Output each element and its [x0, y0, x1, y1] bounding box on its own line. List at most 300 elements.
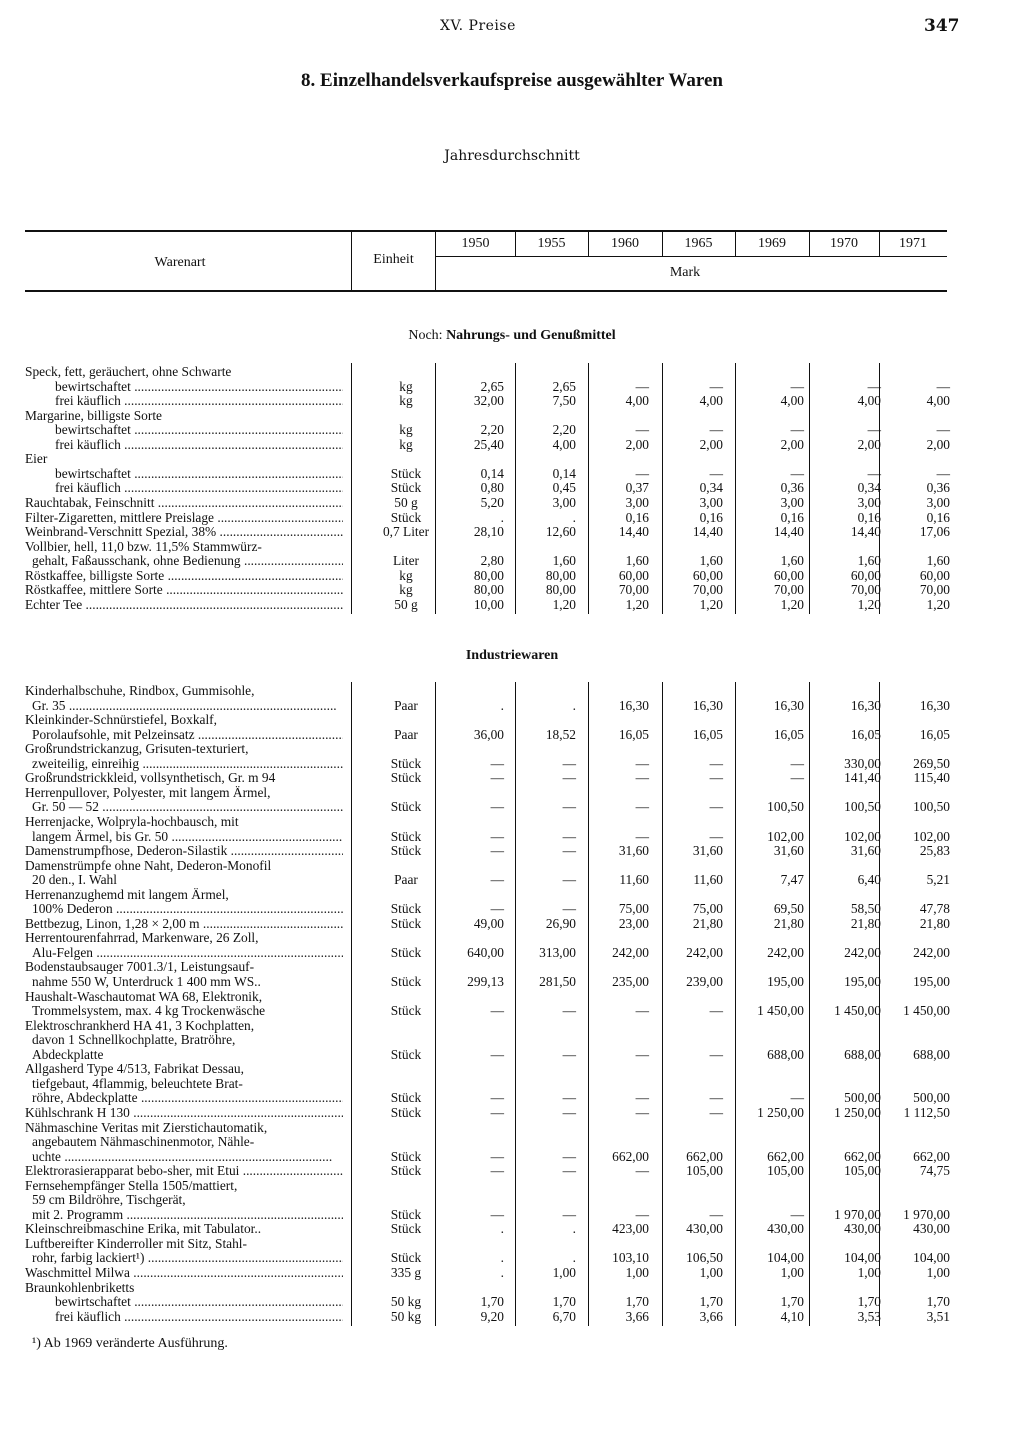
table-row	[0, 467, 1024, 482]
value-1970: 31,60	[850, 843, 881, 859]
row-unit: kg	[399, 436, 413, 452]
table-row	[0, 1251, 1024, 1266]
value-1970: 1,20	[857, 596, 881, 612]
table-title: 8. Einzelhandelsverkaufspreise ausgewählter Waren	[301, 70, 723, 91]
value-1969: —	[790, 1090, 804, 1106]
value-1950: —	[490, 770, 504, 786]
row-description: Herrenanzughemd mit langem Ärmel,	[25, 887, 229, 902]
value-1970: 21,80	[850, 915, 881, 931]
value-1969: 14,40	[773, 524, 804, 540]
value-1955: —	[562, 1163, 576, 1179]
value-1969: 1 250,00	[757, 1104, 804, 1120]
value-1950: 5,20	[480, 494, 504, 510]
value-1950: 9,20	[480, 1308, 504, 1324]
value-1969: 2,00	[780, 436, 804, 452]
value-1971: 16,30	[919, 697, 950, 713]
value-1955: 1,00	[552, 1265, 576, 1280]
value-1950: —	[490, 843, 504, 859]
value-1960: 11,60	[619, 872, 649, 888]
value-1970: 1,00	[857, 1265, 881, 1280]
value-1965: 430,00	[686, 1221, 723, 1237]
value-1970: 141,40	[844, 770, 881, 786]
row-unit: Stück	[390, 974, 422, 989]
row-description: Bodenstaubsauger 7001.3/1, Leistungsauf-	[25, 960, 255, 975]
value-1970: 16,05	[850, 726, 881, 742]
row-description: Porolaufsohle, mit Pelzeinsatz .....	[32, 728, 343, 743]
row-unit: Stück	[390, 1148, 422, 1164]
value-1965: 60,00	[692, 567, 723, 583]
row-description: Margarine, billigste Sorte	[25, 408, 162, 423]
header-bottom-rule	[25, 290, 947, 292]
value-1950: .	[500, 1250, 504, 1266]
row-description: röhre, Abdeckplatte .....	[32, 1091, 343, 1106]
value-1960: 4,00	[625, 393, 649, 409]
section-heading	[0, 328, 1024, 344]
row-description: Abdeckplatte	[32, 1047, 104, 1062]
running-title: XV. Preise	[440, 18, 516, 34]
table-row	[0, 1048, 1024, 1063]
row-description: Filter-Zigaretten, mittlere Preislage .....	[25, 511, 343, 526]
row-description: Nähmaschine Veritas mit Zierstichautomatik,	[25, 1120, 268, 1135]
row-description: 100% Dederon .....	[32, 902, 343, 917]
value-1965: —	[709, 828, 723, 844]
value-1969: 195,00	[767, 974, 804, 989]
value-1955: 1,20	[552, 596, 576, 612]
value-1969: 242,00	[767, 944, 804, 960]
value-1970: 2,00	[857, 436, 881, 452]
value-1950: —	[490, 1046, 504, 1062]
row-unit: kg	[399, 422, 413, 438]
value-1960: 1,20	[625, 596, 649, 612]
value-1971: 115,40	[913, 770, 950, 786]
table-row	[0, 713, 1024, 728]
value-1955: .	[572, 697, 576, 713]
value-1955: 80,00	[545, 567, 576, 583]
value-1971: 688,00	[913, 1046, 950, 1062]
value-1960: —	[635, 1163, 649, 1179]
table-row	[0, 1281, 1024, 1296]
year-header-1960: 1960	[611, 236, 639, 251]
value-1969: 16,30	[773, 697, 804, 713]
table-row	[0, 1033, 1024, 1048]
value-1970: 105,00	[844, 1163, 881, 1179]
row-unit: Stück	[390, 480, 422, 496]
row-description: 59 cm Bildröhre, Tischgerät,	[32, 1193, 186, 1208]
value-1969: 4,10	[780, 1308, 804, 1324]
value-1971: 4,00	[926, 393, 950, 409]
table-row	[0, 496, 1024, 511]
col-einheit-header: Einheit	[373, 252, 414, 267]
value-1950: —	[490, 828, 504, 844]
row-description: uchte .....	[32, 1150, 343, 1165]
row-description: Braunkohlenbriketts	[25, 1280, 135, 1295]
row-unit: Stück	[390, 915, 422, 931]
value-1955: 12,60	[545, 524, 576, 540]
value-1971: 500,00	[913, 1090, 950, 1106]
value-1970: 100,50	[844, 799, 881, 815]
value-1969: 31,60	[773, 843, 804, 859]
table-row	[0, 990, 1024, 1005]
value-1960: 16,05	[618, 726, 649, 742]
value-1960: —	[635, 1090, 649, 1106]
value-1960: 31,60	[618, 843, 649, 859]
row-description: Alu-Felgen .....	[32, 946, 343, 961]
value-1965: 21,80	[692, 915, 723, 931]
row-unit: Stück	[390, 770, 422, 786]
value-1955: —	[562, 1003, 576, 1019]
row-unit: Stück	[390, 1090, 422, 1106]
row-unit: Stück	[390, 1163, 422, 1179]
value-1955: 0,45	[552, 480, 576, 496]
value-1965: 3,00	[699, 494, 723, 510]
value-1965: 11,60	[693, 872, 723, 888]
value-1955: 7,50	[552, 393, 576, 409]
value-1971: 16,05	[919, 726, 950, 742]
value-1970: 3,00	[857, 494, 881, 510]
row-description: Rauchtabak, Feinschnitt .....	[25, 496, 343, 511]
value-1970: 16,30	[850, 697, 881, 713]
value-1970: 0,16	[857, 509, 881, 525]
row-unit: Stück	[390, 901, 422, 917]
table-row	[0, 1004, 1024, 1019]
year-header-1971: 1971	[899, 236, 927, 251]
value-1971: 662,00	[913, 1148, 950, 1164]
value-1955: —	[562, 872, 576, 888]
section-heading-text: Nahrungs- und Genußmittel	[446, 328, 616, 343]
row-unit: Stück	[390, 465, 422, 481]
table-row	[0, 728, 1024, 743]
table-row	[0, 757, 1024, 772]
row-description: Fernsehempfänger Stella 1505/mattiert,	[25, 1178, 238, 1193]
value-1960: 14,40	[618, 524, 649, 540]
value-1971: 1,00	[926, 1265, 950, 1280]
value-1955: —	[562, 755, 576, 771]
value-1970: 1,60	[857, 553, 881, 569]
value-1950: 2,20	[480, 422, 504, 438]
value-1970: 6,40	[857, 872, 881, 888]
value-1970: 1 450,00	[834, 1003, 881, 1019]
value-1969: 1,60	[780, 553, 804, 569]
year-header-1955: 1955	[537, 236, 566, 251]
value-1960: 3,66	[625, 1308, 649, 1324]
value-1970: 330,00	[844, 755, 881, 771]
table-row	[0, 394, 1024, 409]
value-1960: —	[635, 378, 649, 394]
value-1970: 102,00	[844, 828, 881, 844]
value-1960: —	[635, 465, 649, 481]
value-1960: 75,00	[618, 901, 649, 917]
table-row	[0, 569, 1024, 584]
value-1960: —	[635, 422, 649, 438]
table-row	[0, 1295, 1024, 1310]
value-1960: 70,00	[618, 582, 649, 598]
value-1971: 70,00	[919, 582, 950, 598]
table-row	[0, 1208, 1024, 1223]
value-1970: 688,00	[844, 1046, 881, 1062]
value-1971: 3,51	[926, 1308, 950, 1324]
currency-label: Mark	[669, 265, 701, 280]
table-row	[0, 1106, 1024, 1121]
value-1960: —	[635, 755, 649, 771]
value-1955: 1,60	[552, 553, 576, 569]
value-1950: 49,00	[473, 915, 504, 931]
table-row	[0, 438, 1024, 453]
value-1955: 2,20	[552, 422, 576, 438]
value-1955: 0,14	[552, 465, 576, 481]
row-description: Großrundstrickanzug, Grisuten-texturiert,	[25, 742, 249, 757]
row-description: Trommelsystem, max. 4 kg Trockenwäsche	[32, 1004, 266, 1019]
row-description: Bettbezug, Linon, 1,28 × 2,00 m .....	[25, 917, 343, 932]
row-description: zweiteilig, einreihig .....	[32, 757, 343, 772]
table-subtitle: Jahresdurchschnitt	[444, 148, 580, 164]
row-description: frei käuflich .....	[55, 1310, 343, 1325]
table-row	[0, 511, 1024, 526]
value-1971: 100,50	[913, 799, 950, 815]
row-unit: kg	[399, 393, 413, 409]
row-description: Kleinkinder-Schnürstiefel, Boxkalf,	[25, 713, 217, 728]
value-1970: —	[867, 422, 881, 438]
row-description: Waschmittel Milwa .....	[25, 1266, 343, 1281]
value-1971: 1 450,00	[903, 1003, 950, 1019]
value-1950: 640,00	[467, 944, 504, 960]
value-1950: 2,80	[480, 553, 504, 569]
table-row	[0, 1135, 1024, 1150]
table-row	[0, 771, 1024, 786]
value-1971: 47,78	[919, 901, 950, 917]
value-1971: 0,16	[926, 509, 950, 525]
value-1965: 0,34	[699, 480, 723, 496]
value-1965: —	[709, 1206, 723, 1222]
table-row	[0, 946, 1024, 961]
value-1965: —	[709, 465, 723, 481]
value-1950: —	[490, 1206, 504, 1222]
table-row	[0, 859, 1024, 874]
value-1971: —	[936, 422, 950, 438]
table-row	[0, 1077, 1024, 1092]
table-row	[0, 1019, 1024, 1034]
row-description: bewirtschaftet .....	[55, 423, 343, 438]
value-1955: —	[562, 1148, 576, 1164]
table-row	[0, 1266, 1024, 1281]
value-1971: 17,06	[919, 524, 950, 540]
value-1969: 1,00	[780, 1265, 804, 1280]
value-1969: 102,00	[767, 828, 804, 844]
row-description: Herrenpullover, Polyester, mit langem Ärmel,	[25, 785, 271, 800]
value-1960: 103,10	[612, 1250, 649, 1266]
row-description: Haushalt-Waschautomat WA 68, Elektronik,	[25, 989, 263, 1004]
value-1950: —	[490, 755, 504, 771]
year-header-1969: 1969	[758, 236, 786, 251]
value-1971: 104,00	[913, 1250, 950, 1266]
value-1960: —	[635, 1046, 649, 1062]
value-1969: —	[790, 465, 804, 481]
value-1969: 60,00	[773, 567, 804, 583]
value-1965: 1,20	[699, 596, 723, 612]
value-1970: 195,00	[844, 974, 881, 989]
row-unit: Stück	[390, 799, 422, 815]
value-1955: 1,70	[552, 1294, 576, 1310]
table-row	[0, 1222, 1024, 1237]
section-heading-text: Industriewaren	[465, 648, 559, 663]
row-description: Eier	[25, 452, 48, 467]
table-row	[0, 481, 1024, 496]
value-1960: —	[635, 799, 649, 815]
value-1950: 2,65	[480, 378, 504, 394]
value-1969: —	[790, 378, 804, 394]
value-1965: —	[709, 1046, 723, 1062]
value-1960: 662,00	[612, 1148, 649, 1164]
value-1950: .	[500, 509, 504, 525]
row-description: Röstkaffee, mittlere Sorte .....	[25, 583, 343, 598]
value-1965: 16,05	[692, 726, 723, 742]
value-1960: 16,30	[618, 697, 649, 713]
row-description: Vollbier, hell, 11,0 bzw. 11,5% Stammwürz-	[25, 539, 262, 554]
value-1965: 3,66	[699, 1308, 723, 1324]
row-unit: Stück	[390, 1206, 422, 1222]
value-1955: —	[562, 1206, 576, 1222]
value-1960: 1,60	[625, 553, 649, 569]
row-unit: 50 g	[394, 596, 418, 612]
year-divider	[588, 232, 589, 256]
row-description: Herrentourenfahrrad, Markenware, 26 Zoll,	[25, 931, 259, 946]
value-1965: 16,30	[692, 697, 723, 713]
value-1971: 1 970,00	[903, 1206, 950, 1222]
value-1970: 0,34	[857, 480, 881, 496]
value-1970: —	[867, 378, 881, 394]
row-description: angebautem Nähmaschinenmotor, Nähle-	[32, 1135, 255, 1150]
row-unit: 335 g	[390, 1265, 422, 1280]
value-1960: —	[635, 1104, 649, 1120]
value-1965: —	[709, 770, 723, 786]
row-unit: 50 kg	[390, 1308, 422, 1324]
value-1969: 16,05	[773, 726, 804, 742]
value-1950: 1,70	[480, 1294, 504, 1310]
value-1960: 235,00	[612, 974, 649, 989]
row-unit: Paar	[394, 726, 418, 742]
value-1955: 313,00	[539, 944, 576, 960]
table-row	[0, 1121, 1024, 1136]
value-1950: —	[490, 901, 504, 917]
row-unit: 50 kg	[390, 1294, 422, 1310]
value-1965: —	[709, 1003, 723, 1019]
value-1971: 60,00	[919, 567, 950, 583]
header-mid-rule	[436, 256, 947, 257]
value-1969: 21,80	[773, 915, 804, 931]
row-description: Elektrorasierapparat bebo-sher, mit Etui .....	[25, 1164, 343, 1179]
value-1950: 10,00	[473, 596, 504, 612]
value-1950: —	[490, 1104, 504, 1120]
value-1960: 2,00	[625, 436, 649, 452]
row-unit: Stück	[390, 1046, 422, 1062]
row-unit: Stück	[390, 1104, 422, 1120]
value-1965: 70,00	[692, 582, 723, 598]
table-row	[0, 786, 1024, 801]
value-1971: 1,60	[926, 553, 950, 569]
table-row	[0, 931, 1024, 946]
value-1970: 662,00	[844, 1148, 881, 1164]
value-1960: 1,70	[625, 1294, 649, 1310]
row-description: davon 1 Schnellkochplatte, Bratröhre,	[32, 1033, 236, 1048]
value-1971: 1 112,50	[903, 1104, 950, 1120]
value-1971: 25,83	[919, 843, 950, 859]
value-1965: 4,00	[699, 393, 723, 409]
table-row	[0, 1193, 1024, 1208]
row-unit: Stück	[390, 944, 422, 960]
value-1955: .	[572, 509, 576, 525]
row-unit: Stück	[390, 1003, 422, 1019]
value-1969: 69,50	[773, 901, 804, 917]
table-row	[0, 540, 1024, 555]
value-1970: 60,00	[850, 567, 881, 583]
row-unit: Stück	[390, 755, 422, 771]
value-1955: —	[562, 1046, 576, 1062]
table-row	[0, 917, 1024, 932]
col-warenart-header: Warenart	[154, 255, 206, 270]
section-heading-prefix: Noch:	[408, 328, 447, 343]
value-1969: 4,00	[780, 393, 804, 409]
page-number: 347	[924, 16, 960, 36]
value-1970: 3,53	[857, 1308, 881, 1324]
value-1971: 430,00	[913, 1221, 950, 1237]
row-description: frei käuflich .....	[55, 481, 343, 496]
row-unit: kg	[399, 378, 413, 394]
row-description: tiefgebaut, 4flammig, beleuchtete Brat-	[32, 1076, 243, 1091]
row-unit: Stück	[390, 1250, 422, 1266]
value-1970: 1,70	[857, 1294, 881, 1310]
row-unit: Paar	[394, 697, 418, 713]
value-1969: 1,70	[780, 1294, 804, 1310]
value-1950: 299,13	[467, 974, 504, 989]
value-1950: 0,80	[480, 480, 504, 496]
value-1955: 4,00	[552, 436, 576, 452]
value-1955: 6,70	[552, 1308, 576, 1324]
value-1969: —	[790, 1206, 804, 1222]
value-1965: 14,40	[692, 524, 723, 540]
value-1971: 269,50	[913, 755, 950, 771]
table-row	[0, 699, 1024, 714]
table-row	[0, 598, 1024, 613]
table-row	[0, 1062, 1024, 1077]
value-1950: —	[490, 799, 504, 815]
value-1965: —	[709, 1104, 723, 1120]
value-1970: 14,40	[850, 524, 881, 540]
value-1950: 80,00	[473, 567, 504, 583]
year-divider	[879, 232, 880, 256]
footnote: ¹) Ab 1969 veränderte Ausführung.	[32, 1336, 228, 1351]
row-description: bewirtschaftet .....	[55, 380, 343, 395]
row-description: bewirtschaftet .....	[55, 467, 343, 482]
value-1950: 32,00	[473, 393, 504, 409]
row-description: Gr. 35 .....	[32, 699, 343, 714]
row-unit: kg	[399, 567, 413, 583]
value-1969: 0,36	[780, 480, 804, 496]
table-row	[0, 902, 1024, 917]
row-description: rohr, farbig lackiert¹) .....	[32, 1251, 343, 1266]
table-row	[0, 423, 1024, 438]
value-1955: .	[572, 1250, 576, 1266]
row-description: bewirtschaftet .....	[55, 1295, 343, 1310]
value-1960: 423,00	[612, 1221, 649, 1237]
value-1950: .	[500, 1221, 504, 1237]
value-1965: 1,60	[699, 553, 723, 569]
value-1955: —	[562, 770, 576, 786]
table-row	[0, 380, 1024, 395]
value-1960: —	[635, 828, 649, 844]
value-1955: —	[562, 901, 576, 917]
row-description: frei käuflich .....	[55, 394, 343, 409]
row-unit: Stück	[390, 843, 422, 859]
table-row	[0, 888, 1024, 903]
